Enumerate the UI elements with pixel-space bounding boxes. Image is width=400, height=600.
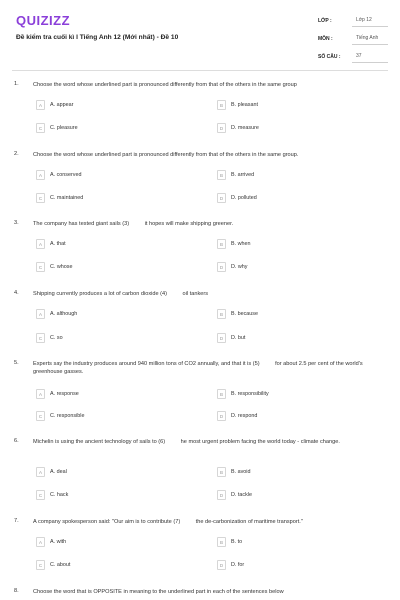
- option-label: A. with: [50, 539, 67, 545]
- meta-value: 37: [352, 51, 388, 63]
- meta-row-count: [318, 48, 388, 66]
- answer-option[interactable]: [217, 467, 250, 477]
- answer-option[interactable]: [36, 262, 72, 272]
- option-label: A. conserved: [50, 172, 82, 178]
- option-label: C. responsible: [50, 413, 85, 419]
- answer-option[interactable]: [217, 333, 245, 343]
- answer-option[interactable]: [36, 490, 68, 500]
- option-label: D. tackle: [231, 492, 252, 498]
- meta-label: SỐ CÂU :: [318, 54, 341, 60]
- option-letter-box: C: [36, 490, 45, 500]
- question-number: 6.: [14, 438, 19, 444]
- answer-option[interactable]: [217, 389, 269, 399]
- option-letter-box: A: [36, 537, 45, 547]
- answer-option[interactable]: [36, 537, 66, 547]
- option-label: D. but: [231, 335, 246, 341]
- option-letter-box: C: [36, 411, 45, 421]
- answer-option[interactable]: [36, 389, 79, 399]
- option-label: D. polluted: [231, 195, 257, 201]
- question-text: Choose the word that is OPPOSITE in meaning to the underlined part in each of the sentences below: [33, 589, 284, 595]
- answer-option[interactable]: [36, 239, 66, 249]
- option-label: A. that: [50, 241, 66, 247]
- meta-label: LỚP :: [318, 18, 332, 24]
- answer-option[interactable]: [217, 537, 242, 547]
- option-letter-box: B: [217, 170, 226, 180]
- question-number: 4.: [14, 290, 19, 296]
- option-label: C. hack: [50, 492, 69, 498]
- worksheet-header: [0, 0, 400, 72]
- answer-option[interactable]: [217, 239, 250, 249]
- option-letter-box: B: [217, 239, 226, 249]
- option-letter-box: B: [217, 309, 226, 319]
- question-text: Michelin is using the ancient technology of sails to (6) he most urgent problem facing the world today - climate change.: [33, 439, 340, 445]
- option-label: A. deal: [50, 469, 67, 475]
- option-label: B. to: [231, 539, 243, 545]
- option-label: B. because: [231, 311, 258, 317]
- answer-option[interactable]: [36, 100, 73, 110]
- option-label: C. pleasure: [50, 125, 78, 131]
- option-label: B. arrived: [231, 172, 255, 178]
- option-letter-box: B: [217, 100, 226, 110]
- option-letter-box: A: [36, 309, 45, 319]
- option-label: B. when: [231, 241, 251, 247]
- option-label: C. about: [50, 562, 71, 568]
- question-number: 8.: [14, 588, 19, 594]
- meta-value: Lớp 12: [352, 15, 388, 27]
- answer-option[interactable]: [36, 467, 67, 477]
- option-label: D. for: [231, 562, 245, 568]
- answer-option[interactable]: [36, 193, 83, 203]
- answer-option[interactable]: [217, 490, 252, 500]
- question-text: Choose the word whose underlined part is pronounced differently from that of the others in the same group: [33, 82, 297, 88]
- meta-value: Tiếng Anh: [352, 33, 388, 45]
- answer-option[interactable]: [217, 309, 258, 319]
- question-text: A company spokesperson said: "Our aim is to contribute (7) the de-carbonization of maritime transport.": [33, 519, 303, 525]
- answer-option[interactable]: [217, 170, 254, 180]
- option-letter-box: A: [36, 100, 45, 110]
- meta-row-subject: [318, 30, 388, 48]
- option-label: D. respond: [231, 413, 258, 419]
- answer-option[interactable]: [217, 123, 259, 133]
- option-letter-box: A: [36, 170, 45, 180]
- option-letter-box: D: [217, 193, 226, 203]
- option-letter-box: D: [217, 490, 226, 500]
- option-letter-box: D: [217, 123, 226, 133]
- answer-option[interactable]: [36, 560, 70, 570]
- option-label: A. although: [50, 311, 78, 317]
- quizizz-logo: QUIZIZZ: [16, 13, 71, 28]
- option-letter-box: C: [36, 333, 45, 343]
- document-title: Đề kiểm tra cuối kì I Tiếng Anh 12 (Mới nhất) - Đề 10: [16, 34, 179, 41]
- question-text: The company has tested giant sails (3) it hopes will make shipping greener.: [33, 221, 234, 227]
- option-label: C. maintained: [50, 195, 84, 201]
- option-letter-box: C: [36, 560, 45, 570]
- option-letter-box: A: [36, 389, 45, 399]
- option-label: D. measure: [231, 125, 259, 131]
- option-letter-box: C: [36, 193, 45, 203]
- answer-option[interactable]: [217, 411, 257, 421]
- question-text: Experts say the industry produces around 940 million tons of CO2 annually, and that it is (5) for about 2.5 per cent of the world's greenhouse gasses.: [33, 361, 365, 375]
- question-text: Choose the word whose underlined part is pronounced differently from that of the others in the same group.: [33, 152, 299, 158]
- option-letter-box: C: [36, 262, 45, 272]
- answer-option[interactable]: [36, 309, 77, 319]
- option-label: C. so: [50, 335, 63, 341]
- option-label: B. avoid: [231, 469, 251, 475]
- question-number: 5.: [14, 360, 19, 366]
- option-label: B. pleasant: [231, 102, 258, 108]
- option-label: C. whose: [50, 264, 73, 270]
- option-label: A. appear: [50, 102, 74, 108]
- answer-option[interactable]: [217, 262, 247, 272]
- option-letter-box: A: [36, 467, 45, 477]
- question-number: 2.: [14, 151, 19, 157]
- header-divider: [12, 70, 388, 71]
- question-number: 1.: [14, 81, 19, 87]
- meta-row-class: [318, 12, 388, 30]
- answer-option[interactable]: [36, 333, 63, 343]
- option-letter-box: B: [217, 467, 226, 477]
- option-letter-box: C: [36, 123, 45, 133]
- option-letter-box: D: [217, 411, 226, 421]
- option-letter-box: D: [217, 262, 226, 272]
- answer-option[interactable]: [217, 100, 258, 110]
- answer-option[interactable]: [36, 170, 81, 180]
- meta-box: [318, 12, 388, 66]
- question-number: 3.: [14, 220, 19, 226]
- answer-option[interactable]: [36, 411, 84, 421]
- answer-option[interactable]: [36, 123, 78, 133]
- option-letter-box: B: [217, 537, 226, 547]
- option-label: D. why: [231, 264, 248, 270]
- answer-option[interactable]: [217, 193, 257, 203]
- option-letter-box: B: [217, 389, 226, 399]
- option-label: A. response: [50, 391, 79, 397]
- question-text: Shipping currently produces a lot of carbon dioxide (4) oil tankers: [33, 291, 209, 297]
- option-label: B. responsibility: [231, 391, 269, 397]
- answer-option[interactable]: [217, 560, 244, 570]
- meta-label: MÔN :: [318, 36, 333, 42]
- option-letter-box: A: [36, 239, 45, 249]
- question-number: 7.: [14, 518, 19, 524]
- option-letter-box: D: [217, 560, 226, 570]
- option-letter-box: D: [217, 333, 226, 343]
